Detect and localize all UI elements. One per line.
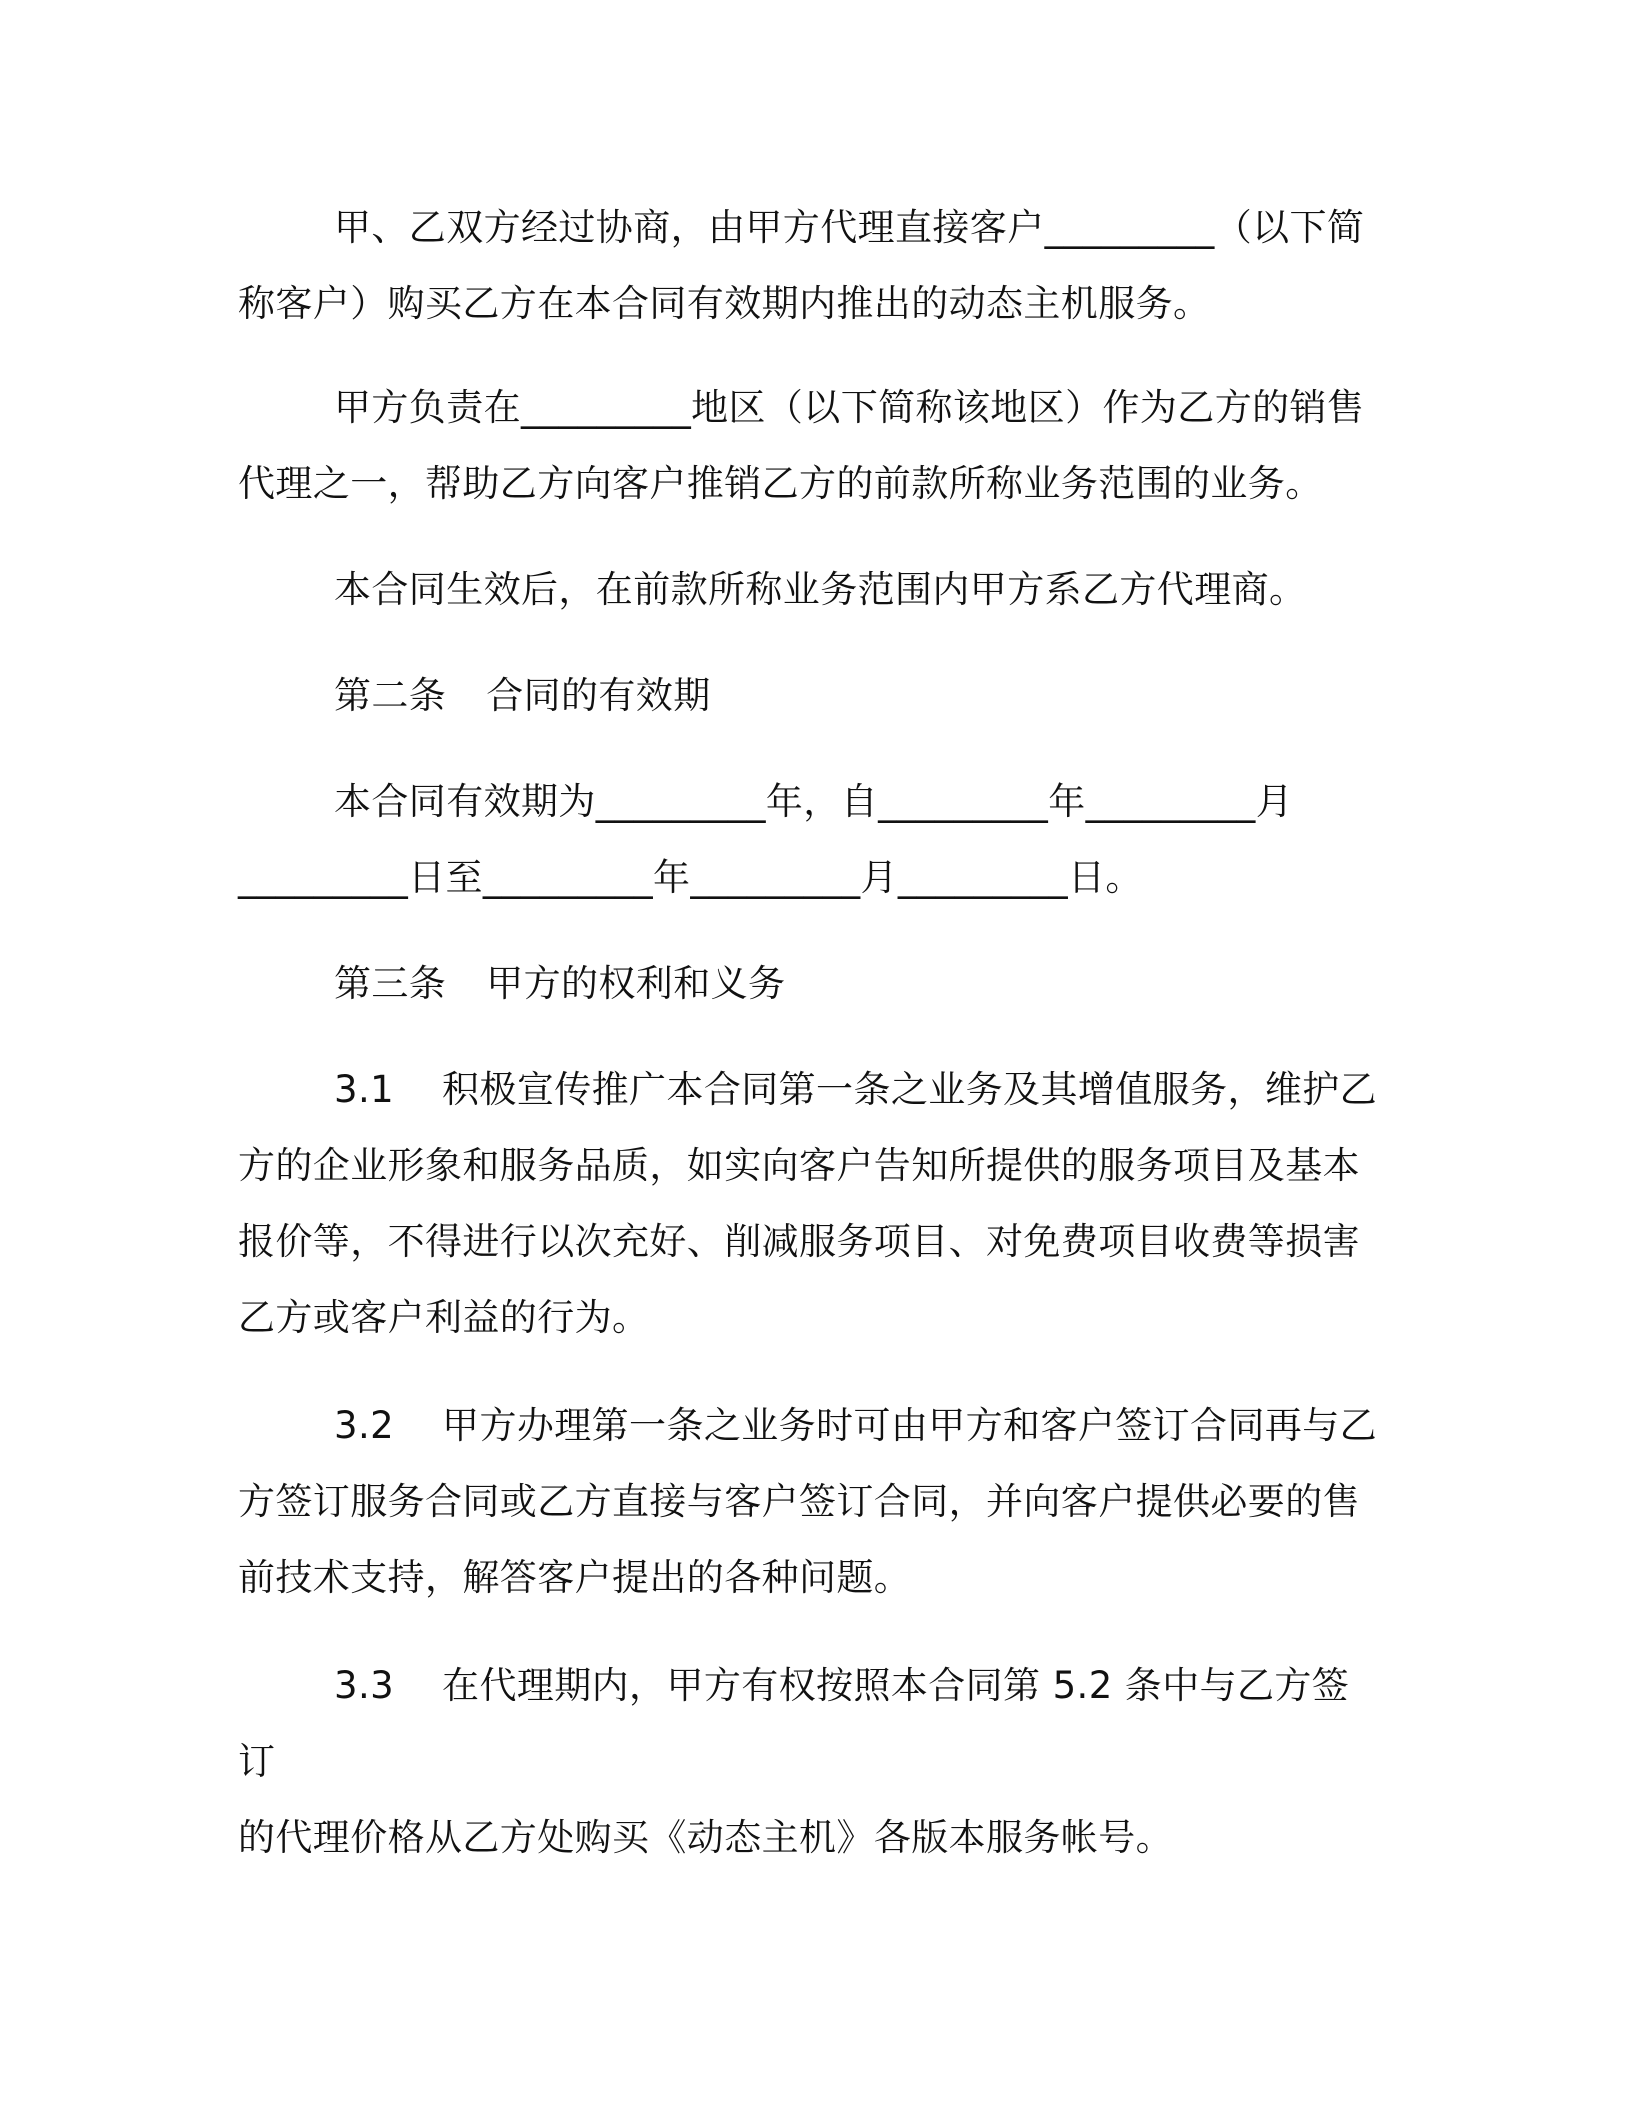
paragraph-agency-region [238,370,1378,522]
text-line: 本合同有效期为_________年，自_________年_________月 [334,780,1294,823]
text-line: 甲方负责在_________地区（以下简称该地区）作为乙方的销售 [334,386,1365,429]
paragraph-agent-status [238,552,1378,628]
section-heading-article-3 [238,946,1378,1022]
article-number: 第二条 [334,674,447,717]
text-line: 报价等，不得进行以次充好、削减服务项目、对免费项目收费等损害 [238,1220,1360,1263]
text-line: 甲、乙双方经过协商，由甲方代理直接客户_________（以下简 [334,206,1365,249]
text-line: 称客户）购买乙方在本合同有效期内推出的动态主机服务。 [238,282,1211,325]
paragraph-agency-client [238,190,1378,342]
text-line: 本合同生效后，在前款所称业务范围内甲方系乙方代理商。 [334,568,1307,611]
text-line: 方的企业形象和服务品质，如实向客户告知所提供的服务项目及基本 [238,1144,1360,1187]
text-line: 方签订服务合同或乙方直接与客户签订合同，并向客户提供必要的售 [238,1480,1360,1523]
article-title: 合同的有效期 [486,674,711,717]
clause-number: 3.1 [334,1068,395,1111]
clause-3-3 [238,1648,1378,1876]
clause-3-2 [238,1388,1378,1616]
text-line: _________日至_________年_________月_________日。 [238,856,1143,899]
clause-number: 3.2 [334,1404,395,1447]
text-line: 积极宣传推广本合同第一条之业务及其增值服务，维护乙 [442,1068,1378,1111]
document-body [238,190,1378,1876]
text-line: 的代理价格从乙方处购买《动态主机》各版本服务帐号。 [238,1816,1173,1859]
text-line: 乙方或客户利益的行为。 [238,1296,650,1339]
article-number: 第三条 [334,962,447,1005]
clause-number: 3.3 [334,1664,395,1707]
text-line: 代理之一，帮助乙方向客户推销乙方的前款所称业务范围的业务。 [238,462,1323,505]
text-line: 前技术支持，解答客户提出的各种问题。 [238,1556,912,1599]
clause-3-1 [238,1052,1378,1356]
text-line: 在代理期内，甲方有权按照本合同第 5.2 条中与乙方签订 [238,1664,1350,1783]
paragraph-validity-period [238,764,1378,916]
article-title: 甲方的权利和义务 [486,962,786,1005]
text-line: 甲方办理第一条之业务时可由甲方和客户签订合同再与乙 [442,1404,1378,1447]
section-heading-article-2 [238,658,1378,734]
